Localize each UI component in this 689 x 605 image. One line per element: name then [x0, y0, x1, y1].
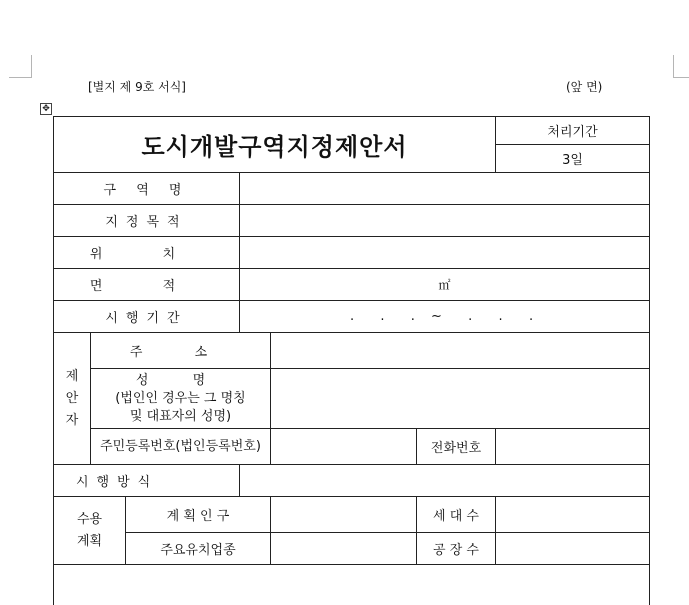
main-industries-label: 주요유치업종 [126, 533, 271, 565]
implementation-method-field[interactable] [240, 465, 650, 497]
households-field[interactable] [496, 497, 650, 533]
proposer-address-label: 주 소 [91, 333, 271, 369]
accommodation-group-label: 수용 계획 [54, 497, 126, 565]
phone-label: 전화번호 [417, 429, 496, 465]
implementation-period-label: 시행기간 [54, 301, 240, 333]
area-field[interactable] [240, 269, 650, 301]
area-unit: ㎡ [438, 278, 451, 292]
processing-period-label: 처리기간 [496, 117, 650, 145]
location-field[interactable] [240, 237, 650, 269]
implementation-period-field[interactable] [240, 301, 650, 333]
resident-number-field[interactable] [271, 429, 417, 465]
page-corner-mark-right [673, 55, 689, 78]
proposer-name-label: 성 명 (법인인 경우는 그 명칭 및 대표자의 성명) [91, 369, 271, 429]
table-move-handle-icon[interactable]: ✥ [40, 103, 52, 115]
period-template: . . . ~ . . . [349, 309, 540, 324]
designation-purpose-label: 지정목적 [54, 205, 240, 237]
planned-population-field[interactable] [271, 497, 417, 533]
implementation-method-label: 시행방식 [54, 465, 240, 497]
resident-number-label: 주민등록번호(법인등록번호) [91, 429, 271, 465]
form-title: 도시개발구역지정제안서 [141, 133, 408, 161]
district-name-label: 구 역 명 [54, 173, 240, 205]
form-number-label: [별지 제 9호 서식] [88, 80, 186, 94]
proposal-form-table [53, 116, 650, 605]
phone-field[interactable] [496, 429, 650, 465]
factories-field[interactable] [496, 533, 650, 565]
households-label: 세 대 수 [417, 497, 496, 533]
district-name-field[interactable] [240, 173, 650, 205]
proposer-name-field[interactable] [271, 369, 650, 429]
location-label: 위 치 [54, 237, 240, 269]
area-label: 면 적 [54, 269, 240, 301]
proposer-address-field[interactable] [271, 333, 650, 369]
main-industries-field[interactable] [271, 533, 417, 565]
page-side-label: (앞 면) [566, 80, 603, 94]
form-continuation-area [54, 565, 650, 605]
form-title-cell [54, 117, 496, 173]
page-corner-mark-left [9, 55, 32, 78]
factories-label: 공 장 수 [417, 533, 496, 565]
planned-population-label: 계 획 인 구 [126, 497, 271, 533]
designation-purpose-field[interactable] [240, 205, 650, 237]
processing-period-value: 3일 [496, 145, 650, 173]
proposer-group-label: 제안자 [54, 333, 91, 465]
